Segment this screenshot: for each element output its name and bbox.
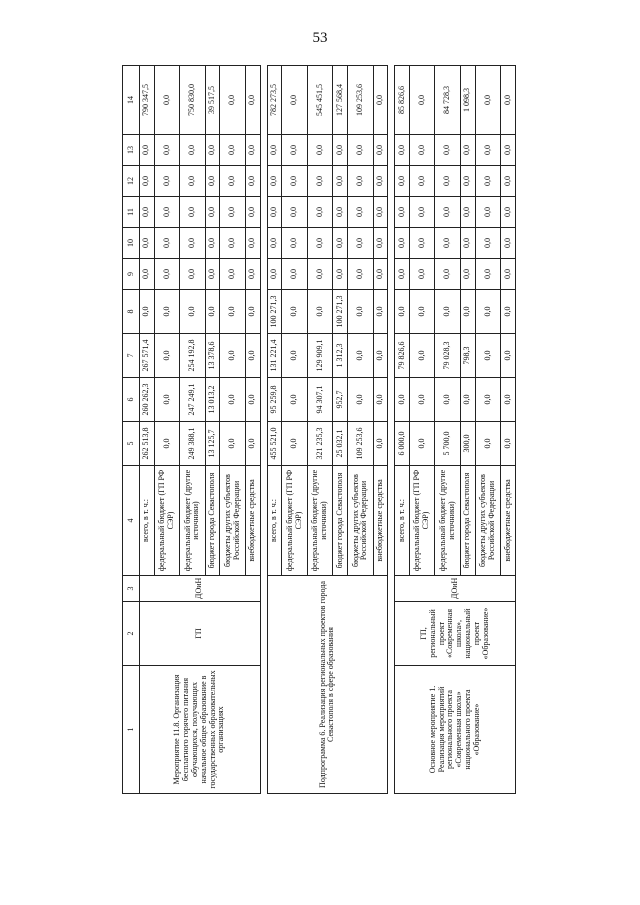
amount-cell: 39 517,5 — [205, 66, 220, 135]
amount-cell: 0,0 — [460, 135, 475, 166]
amount-cell: 0,0 — [501, 228, 516, 259]
responsible-executor: ДОиН — [395, 576, 516, 602]
amount-cell: 0,0 — [282, 378, 308, 422]
amount-cell: 0,0 — [307, 290, 333, 334]
amount-cell: 0,0 — [475, 166, 501, 197]
amount-cell: 0,0 — [460, 197, 475, 228]
amount-cell: 0,0 — [245, 66, 260, 135]
amount-cell: 0,0 — [435, 166, 461, 197]
amount-cell: 0,0 — [180, 197, 206, 228]
column-number: 4 — [123, 466, 140, 576]
amount-cell: 0,0 — [348, 290, 374, 334]
table-body — [140, 66, 516, 794]
amount-cell: 5 700,0 — [435, 422, 461, 466]
funding-source: федеральный бюджет (другие источники) — [435, 466, 461, 576]
measure-name: Подпрограмма 6. Реализация региональных проектов города Севастополя в сфере образования — [267, 576, 388, 794]
column-number: 14 — [123, 66, 140, 135]
amount-cell: 0,0 — [205, 228, 220, 259]
funding-source: федеральный бюджет (ГП РФ СЭР) — [409, 466, 435, 576]
amount-cell: 249 388,1 — [180, 422, 206, 466]
amount-cell: 0,0 — [220, 166, 246, 197]
amount-cell: 0,0 — [154, 166, 180, 197]
amount-cell: 0,0 — [475, 66, 501, 135]
amount-cell: 0,0 — [245, 259, 260, 290]
funding-source: всего, в т. ч.: — [267, 466, 282, 576]
amount-cell: 545 451,5 — [307, 66, 333, 135]
amount-cell: 0,0 — [220, 197, 246, 228]
amount-cell: 300,0 — [460, 422, 475, 466]
amount-cell: 0,0 — [475, 290, 501, 334]
amount-cell: 0,0 — [220, 228, 246, 259]
amount-cell: 0,0 — [348, 135, 374, 166]
amount-cell: 0,0 — [180, 290, 206, 334]
amount-cell: 0,0 — [154, 259, 180, 290]
funding-source: внебюджетные средства — [501, 466, 516, 576]
amount-cell: 0,0 — [180, 228, 206, 259]
separator-cell — [260, 66, 267, 794]
amount-cell: 0,0 — [282, 334, 308, 378]
program-participant: ГП — [140, 602, 261, 666]
amount-cell: 0,0 — [267, 197, 282, 228]
funding-source: бюджеты других субъектов Российской Федерации — [475, 466, 501, 576]
amount-cell: 0,0 — [395, 228, 410, 259]
amount-cell: 952,7 — [333, 378, 348, 422]
column-number: 10 — [123, 228, 140, 259]
amount-cell: 131 221,4 — [267, 334, 282, 378]
amount-cell: 0,0 — [475, 259, 501, 290]
amount-cell: 0,0 — [220, 334, 246, 378]
amount-cell: 0,0 — [373, 334, 388, 378]
amount-cell: 0,0 — [475, 135, 501, 166]
amount-cell: 0,0 — [267, 228, 282, 259]
amount-cell: 0,0 — [220, 259, 246, 290]
amount-cell: 0,0 — [373, 422, 388, 466]
amount-cell: 0,0 — [140, 290, 155, 334]
program-participant: ГП, региональный проект «Современная школа», национальный проект «Образование» — [395, 602, 516, 666]
amount-cell: 79 826,6 — [395, 334, 410, 378]
amount-cell: 0,0 — [245, 422, 260, 466]
amount-cell: 0,0 — [307, 259, 333, 290]
amount-cell: 1 312,3 — [333, 334, 348, 378]
column-number: 12 — [123, 166, 140, 197]
amount-cell: 0,0 — [245, 166, 260, 197]
amount-cell: 0,0 — [154, 197, 180, 228]
amount-cell: 109 253,6 — [348, 422, 374, 466]
funding-source: бюджеты других субъектов Российской Федерации — [348, 466, 374, 576]
rotated-budget-table — [122, 66, 516, 794]
amount-cell: 0,0 — [205, 290, 220, 334]
amount-cell: 0,0 — [307, 135, 333, 166]
amount-cell: 0,0 — [154, 334, 180, 378]
amount-cell: 0,0 — [409, 378, 435, 422]
funding-source: внебюджетные средства — [245, 466, 260, 576]
amount-cell: 0,0 — [180, 259, 206, 290]
amount-cell: 0,0 — [395, 290, 410, 334]
amount-cell: 0,0 — [395, 135, 410, 166]
amount-cell: 750 830,0 — [180, 66, 206, 135]
amount-cell: 0,0 — [501, 334, 516, 378]
amount-cell: 0,0 — [348, 378, 374, 422]
amount-cell: 0,0 — [154, 422, 180, 466]
amount-cell: 0,0 — [409, 228, 435, 259]
funding-source: всего, в т. ч.: — [140, 466, 155, 576]
amount-cell: 94 307,1 — [307, 378, 333, 422]
amount-cell: 0,0 — [373, 135, 388, 166]
amount-cell: 0,0 — [282, 228, 308, 259]
amount-cell: 0,0 — [409, 259, 435, 290]
amount-cell: 0,0 — [501, 197, 516, 228]
amount-cell: 13 125,7 — [205, 422, 220, 466]
amount-cell: 0,0 — [282, 290, 308, 334]
funding-source: всего, в т. ч.: — [395, 466, 410, 576]
column-number: 5 — [123, 422, 140, 466]
funding-source: внебюджетные средства — [373, 466, 388, 576]
amount-cell: 100 271,3 — [267, 290, 282, 334]
funding-source: федеральный бюджет (ГП РФ СЭР) — [154, 466, 180, 576]
amount-cell: 0,0 — [282, 422, 308, 466]
funding-source: бюджеты других субъектов Российской Федерации — [220, 466, 246, 576]
amount-cell: 247 249,1 — [180, 378, 206, 422]
amount-cell: 0,0 — [395, 166, 410, 197]
amount-cell: 790 347,5 — [140, 66, 155, 135]
column-number: 2 — [123, 602, 140, 666]
amount-cell: 0,0 — [205, 135, 220, 166]
amount-cell: 0,0 — [333, 228, 348, 259]
amount-cell: 0,0 — [475, 378, 501, 422]
amount-cell: 254 192,8 — [180, 334, 206, 378]
amount-cell: 0,0 — [140, 197, 155, 228]
amount-cell: 0,0 — [348, 197, 374, 228]
amount-cell: 0,0 — [475, 334, 501, 378]
amount-cell: 1 098,3 — [460, 66, 475, 135]
amount-cell: 0,0 — [409, 135, 435, 166]
amount-cell: 13 013,2 — [205, 378, 220, 422]
amount-cell: 0,0 — [220, 290, 246, 334]
column-number: 1 — [123, 666, 140, 794]
amount-cell: 0,0 — [154, 135, 180, 166]
amount-cell: 0,0 — [267, 135, 282, 166]
amount-cell: 0,0 — [220, 66, 246, 135]
amount-cell: 455 521,0 — [267, 422, 282, 466]
amount-cell: 0,0 — [333, 259, 348, 290]
amount-cell: 0,0 — [307, 197, 333, 228]
amount-cell: 0,0 — [460, 166, 475, 197]
amount-cell: 0,0 — [435, 259, 461, 290]
amount-cell: 0,0 — [373, 166, 388, 197]
amount-cell: 0,0 — [348, 259, 374, 290]
amount-cell: 321 235,3 — [307, 422, 333, 466]
amount-cell: 0,0 — [475, 422, 501, 466]
amount-cell: 0,0 — [154, 66, 180, 135]
amount-cell: 0,0 — [373, 66, 388, 135]
amount-cell: 0,0 — [373, 378, 388, 422]
amount-cell: 0,0 — [282, 197, 308, 228]
amount-cell: 0,0 — [460, 290, 475, 334]
amount-cell: 0,0 — [435, 135, 461, 166]
amount-cell: 0,0 — [282, 259, 308, 290]
amount-cell: 95 259,8 — [267, 378, 282, 422]
separator-cell — [388, 66, 395, 794]
amount-cell: 0,0 — [460, 378, 475, 422]
amount-cell: 0,0 — [395, 197, 410, 228]
amount-cell: 0,0 — [333, 166, 348, 197]
amount-cell: 0,0 — [205, 166, 220, 197]
amount-cell: 0,0 — [245, 228, 260, 259]
measure-name: Мероприятие 11.8. Организация бесплатного горячего питания обучающихся, получающих начальное общее образование в государственных образовательных организациях — [140, 666, 261, 794]
amount-cell: 0,0 — [460, 228, 475, 259]
amount-cell: 0,0 — [333, 197, 348, 228]
amount-cell: 0,0 — [409, 197, 435, 228]
block-separator — [260, 66, 267, 794]
amount-cell: 262 513,8 — [140, 422, 155, 466]
amount-cell: 0,0 — [501, 66, 516, 135]
amount-cell: 0,0 — [220, 422, 246, 466]
amount-cell: 25 032,1 — [333, 422, 348, 466]
amount-cell: 798,3 — [460, 334, 475, 378]
amount-cell: 0,0 — [267, 259, 282, 290]
responsible-executor: ДОиН — [140, 576, 261, 602]
budget-table — [122, 65, 516, 794]
funding-source: федеральный бюджет (ГП РФ СЭР) — [282, 466, 308, 576]
page-number: 53 — [312, 30, 328, 46]
amount-cell: 0,0 — [205, 197, 220, 228]
amount-cell: 0,0 — [245, 197, 260, 228]
amount-cell: 0,0 — [501, 422, 516, 466]
amount-cell: 267 571,4 — [140, 334, 155, 378]
amount-cell: 0,0 — [435, 290, 461, 334]
column-number: 13 — [123, 135, 140, 166]
amount-cell: 0,0 — [245, 135, 260, 166]
amount-cell: 0,0 — [154, 378, 180, 422]
amount-cell: 0,0 — [282, 135, 308, 166]
column-number: 8 — [123, 290, 140, 334]
amount-cell: 0,0 — [245, 290, 260, 334]
amount-cell: 0,0 — [409, 334, 435, 378]
amount-cell: 0,0 — [435, 197, 461, 228]
amount-cell: 0,0 — [282, 66, 308, 135]
measure-name: Основное мероприятие 1. Реализация мероприятий регионального проекта «Современная школа» национального проекта «Образование» — [395, 666, 516, 794]
amount-cell: 0,0 — [267, 166, 282, 197]
amount-cell: 0,0 — [180, 166, 206, 197]
amount-cell: 6 000,0 — [395, 422, 410, 466]
column-number-row — [123, 66, 140, 794]
amount-cell: 0,0 — [348, 166, 374, 197]
amount-cell: 0,0 — [501, 259, 516, 290]
amount-cell: 0,0 — [205, 259, 220, 290]
amount-cell: 0,0 — [409, 422, 435, 466]
amount-cell: 0,0 — [475, 228, 501, 259]
amount-cell: 0,0 — [140, 135, 155, 166]
amount-cell: 0,0 — [373, 228, 388, 259]
amount-cell: 0,0 — [373, 290, 388, 334]
amount-cell: 84 728,3 — [435, 66, 461, 135]
amount-cell: 79 028,3 — [435, 334, 461, 378]
amount-cell: 0,0 — [460, 259, 475, 290]
amount-cell: 0,0 — [409, 290, 435, 334]
funding-source: бюджет города Севастополя — [205, 466, 220, 576]
funding-source: федеральный бюджет (другие источники) — [180, 466, 206, 576]
amount-cell: 0,0 — [501, 135, 516, 166]
amount-cell: 782 273,5 — [267, 66, 282, 135]
amount-cell: 0,0 — [154, 290, 180, 334]
funding-source: федеральный бюджет (другие источники) — [307, 466, 333, 576]
column-number: 3 — [123, 576, 140, 602]
column-number: 6 — [123, 378, 140, 422]
amount-cell: 0,0 — [140, 166, 155, 197]
amount-cell: 0,0 — [348, 334, 374, 378]
amount-cell: 0,0 — [475, 197, 501, 228]
amount-cell: 0,0 — [140, 259, 155, 290]
amount-cell: 0,0 — [435, 228, 461, 259]
amount-cell: 0,0 — [307, 228, 333, 259]
amount-cell: 0,0 — [245, 378, 260, 422]
amount-cell: 129 909,1 — [307, 334, 333, 378]
amount-cell: 0,0 — [140, 228, 155, 259]
column-number: 7 — [123, 334, 140, 378]
amount-cell: 0,0 — [373, 259, 388, 290]
amount-cell: 260 262,3 — [140, 378, 155, 422]
amount-cell: 0,0 — [282, 166, 308, 197]
amount-cell: 13 378,6 — [205, 334, 220, 378]
amount-cell: 109 253,6 — [348, 66, 374, 135]
table-row — [140, 66, 155, 794]
amount-cell: 0,0 — [220, 378, 246, 422]
amount-cell: 0,0 — [409, 66, 435, 135]
amount-cell: 0,0 — [395, 259, 410, 290]
amount-cell: 0,0 — [435, 378, 461, 422]
amount-cell: 0,0 — [348, 228, 374, 259]
amount-cell: 0,0 — [333, 135, 348, 166]
amount-cell: 0,0 — [373, 197, 388, 228]
amount-cell: 0,0 — [245, 334, 260, 378]
amount-cell: 0,0 — [395, 378, 410, 422]
amount-cell: 0,0 — [501, 166, 516, 197]
amount-cell: 0,0 — [180, 135, 206, 166]
funding-source: бюджет города Севастополя — [460, 466, 475, 576]
amount-cell: 0,0 — [501, 378, 516, 422]
amount-cell: 0,0 — [154, 228, 180, 259]
amount-cell: 85 826,6 — [395, 66, 410, 135]
amount-cell: 0,0 — [307, 166, 333, 197]
amount-cell: 0,0 — [409, 166, 435, 197]
funding-source: бюджет города Севастополя — [333, 466, 348, 576]
amount-cell: 127 568,4 — [333, 66, 348, 135]
amount-cell: 0,0 — [501, 290, 516, 334]
amount-cell: 0,0 — [220, 135, 246, 166]
column-number: 9 — [123, 259, 140, 290]
column-number: 11 — [123, 197, 140, 228]
table-row — [267, 66, 282, 794]
block-separator — [388, 66, 395, 794]
table-row — [395, 66, 410, 794]
amount-cell: 100 271,3 — [333, 290, 348, 334]
